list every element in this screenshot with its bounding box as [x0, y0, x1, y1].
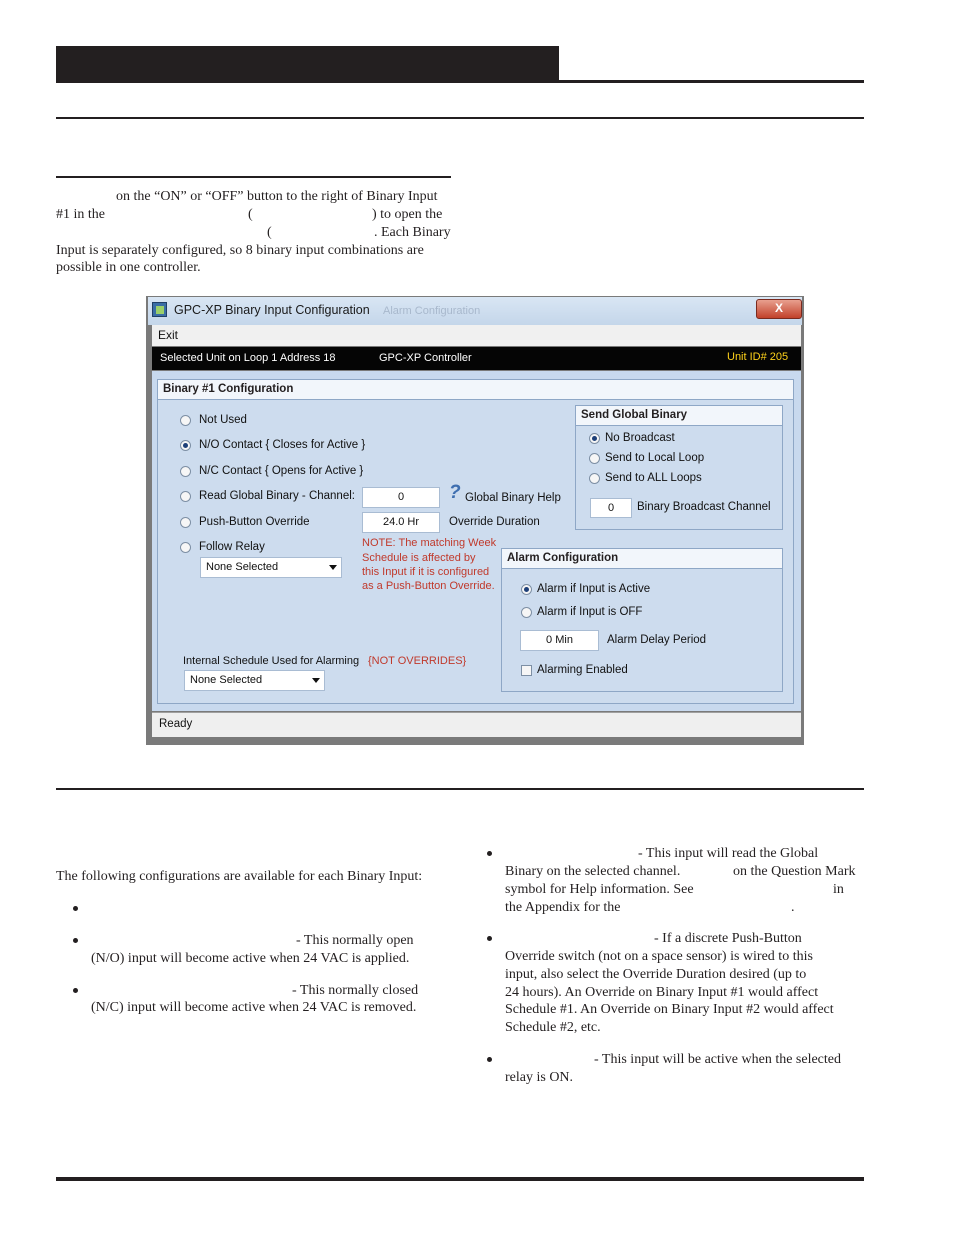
broadcast-channel-input[interactable]: 0 — [590, 498, 632, 518]
option-local-loop: Send to Local Loop — [605, 452, 705, 464]
send-global-title: Send Global Binary — [576, 406, 782, 426]
read-global-1: - This input will read the Global — [638, 846, 819, 861]
schedule-note: {NOT OVERRIDES} — [368, 655, 467, 667]
chevron-down-icon — [312, 678, 320, 683]
read-global-7: . — [791, 900, 795, 915]
config-intro: The following configurations are available for each Binary Input: — [56, 869, 423, 884]
bullet-nc-contact — [73, 988, 78, 993]
intro-line-5: possible in one controller. — [56, 260, 201, 275]
section-rule-mid — [56, 788, 864, 790]
follow-relay-2: relay is ON. — [505, 1070, 574, 1085]
option-alarm-active: Alarm if Input is Active — [537, 583, 651, 595]
bullet-follow-relay — [487, 1057, 492, 1062]
read-global-2: Binary on the selected channel. — [505, 864, 681, 879]
chevron-down-icon — [329, 565, 337, 570]
alarm-config-title: Alarm Configuration — [502, 549, 782, 569]
unit-bar — [152, 347, 801, 370]
push-button-1: - If a discrete Push-Button — [654, 931, 802, 946]
unit-text: Selected Unit on Loop 1 Address 18 — [160, 352, 336, 364]
alarm-delay-label: Alarm Delay Period — [607, 634, 707, 646]
radio-not-used[interactable] — [180, 415, 191, 426]
section-rule-top — [56, 117, 864, 119]
radio-local-loop[interactable] — [589, 453, 600, 464]
nc-contact-desc-1: - This normally closed — [292, 983, 419, 998]
push-button-5: Schedule #1. An Override on Binary Input #2 would affect — [505, 1002, 834, 1017]
push-button-3: input, also select the Override Duration desired (up to — [505, 967, 807, 982]
app-icon-inner — [156, 306, 164, 314]
read-global-6: the Appendix for the — [505, 900, 621, 915]
note-line-2: Schedule is affected by — [362, 552, 476, 564]
channel-input[interactable]: 0 — [362, 487, 440, 508]
window-titlebar — [148, 297, 802, 325]
read-global-5: in — [833, 882, 844, 897]
radio-nc-contact[interactable] — [180, 466, 191, 477]
option-alarm-off: Alarm if Input is OFF — [537, 606, 643, 618]
option-nc-contact: N/C Contact { Opens for Active } — [199, 465, 364, 477]
ghost-title: Alarm Configuration — [383, 305, 481, 317]
intro-line-2a: #1 in the — [56, 207, 105, 222]
option-push-button: Push-Button Override — [199, 516, 310, 528]
close-button[interactable]: X — [756, 299, 802, 319]
schedule-select[interactable] — [184, 670, 325, 691]
option-no-contact: N/O Contact { Closes for Active } — [199, 439, 366, 451]
bullet-push-button — [487, 936, 492, 941]
unit-id: Unit ID# 205 — [727, 351, 789, 363]
global-help-label[interactable]: Global Binary Help — [465, 492, 561, 504]
status-text: Ready — [159, 718, 193, 730]
radio-read-global[interactable] — [180, 491, 191, 502]
option-not-used: Not Used — [199, 414, 247, 426]
push-button-6: Schedule #2, etc. — [505, 1020, 601, 1035]
option-no-broadcast: No Broadcast — [605, 432, 675, 444]
bullet-read-global — [487, 851, 492, 856]
radio-no-broadcast[interactable] — [589, 433, 600, 444]
intro-line-4: Input is separately configured, so 8 binary input combinations are — [56, 243, 424, 258]
push-button-4: 24 hours). An Override on Binary Input #1 would affect — [505, 985, 819, 1000]
intro-line-3a: ( — [267, 225, 272, 240]
option-read-global: Read Global Binary - Channel: — [199, 490, 355, 502]
menu-exit[interactable]: Exit — [158, 328, 179, 342]
option-follow-relay: Follow Relay — [199, 541, 265, 553]
no-contact-desc-2: (N/O) input will become active when 24 VAC is applied. — [91, 951, 410, 966]
radio-follow-relay[interactable] — [180, 542, 191, 553]
intro-line-2c: ) to open the — [372, 207, 443, 222]
schedule-label: Internal Schedule Used for Alarming — [183, 655, 360, 667]
note-line-1: NOTE: The matching Week — [362, 537, 497, 549]
radio-alarm-active[interactable] — [521, 584, 532, 595]
radio-push-button[interactable] — [180, 517, 191, 528]
option-all-loops: Send to ALL Loops — [605, 472, 702, 484]
override-duration-input[interactable]: 24.0 Hr — [362, 512, 440, 533]
relay-select[interactable] — [200, 557, 342, 578]
subsection-rule — [56, 176, 451, 178]
help-icon[interactable]: ? — [449, 482, 461, 503]
relay-select-value: None Selected — [206, 561, 279, 573]
override-duration-label: Override Duration — [449, 516, 540, 528]
menu-bar — [152, 325, 801, 346]
binary-config-title: Binary #1 Configuration — [158, 380, 793, 400]
nc-contact-desc-2: (N/C) input will become active when 24 VAC is removed. — [91, 1000, 417, 1015]
header-rule — [56, 80, 864, 83]
read-global-4: symbol for Help information. See — [505, 882, 694, 897]
no-contact-desc-1: - This normally open — [296, 933, 414, 948]
note-line-3: this Input if it is configured — [362, 566, 490, 578]
broadcast-channel-label: Binary Broadcast Channel — [637, 501, 771, 513]
bullet-not-used — [73, 906, 78, 911]
alarming-enabled-checkbox[interactable] — [521, 665, 532, 676]
status-bar — [152, 712, 801, 737]
header-bar — [56, 46, 559, 81]
controller-text: GPC-XP Controller — [379, 352, 472, 364]
push-button-2: Override switch (not on a space sensor) is wired to this — [505, 949, 813, 964]
radio-no-contact[interactable] — [180, 440, 191, 451]
read-global-3: on the Question Mark — [733, 864, 856, 879]
alarming-enabled-label: Alarming Enabled — [537, 664, 628, 676]
follow-relay-1: - This input will be active when the selected — [594, 1052, 842, 1067]
window-title: GPC-XP Binary Input Configuration — [174, 303, 370, 317]
radio-all-loops[interactable] — [589, 473, 600, 484]
footer-rule — [56, 1177, 864, 1181]
intro-line-1: on the “ON” or “OFF” button to the right of Binary Input — [116, 189, 438, 204]
radio-alarm-off[interactable] — [521, 607, 532, 618]
note-line-4: as a Push-Button Override. — [362, 580, 495, 592]
schedule-select-value: None Selected — [190, 674, 263, 686]
bullet-no-contact — [73, 938, 78, 943]
alarm-delay-input[interactable]: 0 Min — [520, 630, 599, 651]
intro-line-2b: ( — [248, 207, 253, 222]
intro-line-3b: . Each Binary — [374, 225, 451, 240]
